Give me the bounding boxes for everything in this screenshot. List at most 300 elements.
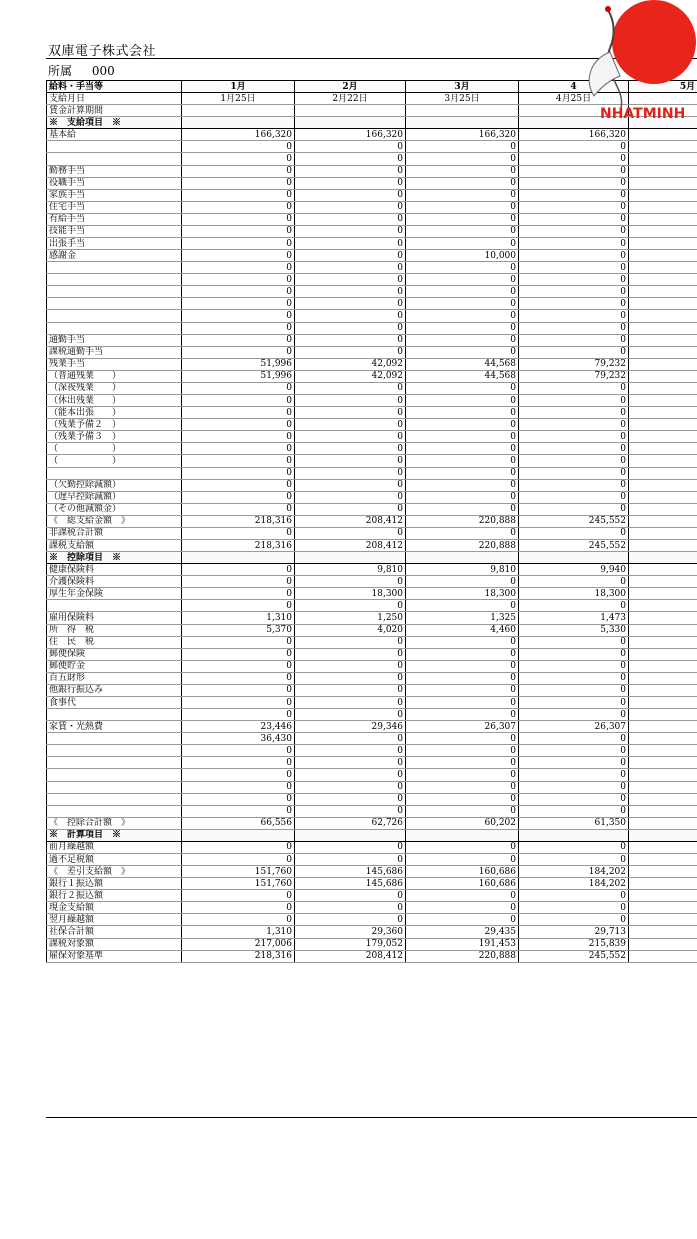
table-row bbox=[47, 672, 697, 684]
table-row bbox=[47, 527, 697, 539]
cell-month-1: 218,316 bbox=[182, 515, 295, 527]
cell-month-4: 1,473 bbox=[519, 612, 629, 624]
cell-month-1: 218,316 bbox=[182, 950, 295, 962]
table-row bbox=[47, 600, 697, 612]
row-label bbox=[47, 153, 182, 165]
cell-month-1: 0 bbox=[182, 491, 295, 503]
row-label: 現金支給額 bbox=[47, 902, 182, 914]
cell-month-4: 0 bbox=[519, 914, 629, 926]
cell-month-1: 0 bbox=[182, 322, 295, 334]
row-label: 基本給 bbox=[47, 129, 182, 141]
cell-month-1: 0 bbox=[182, 395, 295, 407]
cell-month-2: 0 bbox=[295, 672, 406, 684]
cell-month-4: 0 bbox=[519, 201, 629, 213]
cell-month-1: 0 bbox=[182, 201, 295, 213]
cell-month-2: 0 bbox=[295, 213, 406, 225]
cell-month-1: 0 bbox=[182, 684, 295, 696]
cell-month-1: 5,370 bbox=[182, 624, 295, 636]
row-label: 残業手当 bbox=[47, 358, 182, 370]
cell-month-4: 79,232 bbox=[519, 370, 629, 382]
row-label: ※ 計算項目 ※ bbox=[47, 829, 182, 841]
row-label: 過不足税額 bbox=[47, 854, 182, 866]
table-row bbox=[47, 612, 697, 624]
cell-month-1: 0 bbox=[182, 274, 295, 286]
cell-month-2: 0 bbox=[295, 141, 406, 153]
row-label: 勤務手当 bbox=[47, 165, 182, 177]
cell-month-2: 0 bbox=[295, 298, 406, 310]
cell-month-5 bbox=[629, 721, 697, 733]
cell-month-3: 0 bbox=[406, 189, 519, 201]
company-name: 双庫電子株式会社 bbox=[48, 44, 157, 59]
cell-month-2: 0 bbox=[295, 346, 406, 358]
cell-month-3: 0 bbox=[406, 491, 519, 503]
table-row bbox=[47, 286, 697, 298]
table-row bbox=[47, 129, 697, 141]
cell-month-4: 0 bbox=[519, 902, 629, 914]
cell-month-1: 0 bbox=[182, 588, 295, 600]
cell-month-2: 0 bbox=[295, 455, 406, 467]
row-label: 翌月繰越額 bbox=[47, 914, 182, 926]
cell-month-3: 0 bbox=[406, 467, 519, 479]
cell-month-3: 0 bbox=[406, 914, 519, 926]
table-row bbox=[47, 588, 697, 600]
cell-month-3: 0 bbox=[406, 310, 519, 322]
cell-month-3: 166,320 bbox=[406, 129, 519, 141]
cell-month-3: 9,810 bbox=[406, 564, 519, 576]
cell-month-1: 0 bbox=[182, 781, 295, 793]
cell-month-2 bbox=[295, 552, 406, 564]
row-label: 郵便貯金 bbox=[47, 660, 182, 672]
row-label bbox=[47, 310, 182, 322]
row-label: （残業予備２ ） bbox=[47, 419, 182, 431]
crane-head bbox=[605, 6, 611, 12]
cell-month-2: 0 bbox=[295, 745, 406, 757]
cell-month-1: 1,310 bbox=[182, 612, 295, 624]
cell-month-4: 0 bbox=[519, 153, 629, 165]
cell-month-3: 29,435 bbox=[406, 926, 519, 938]
cell-month-3: 3月25日 bbox=[406, 93, 519, 105]
cell-month-1: 51,996 bbox=[182, 358, 295, 370]
cell-month-2: 1,250 bbox=[295, 612, 406, 624]
cell-month-3: 0 bbox=[406, 346, 519, 358]
cell-month-4 bbox=[519, 829, 629, 841]
cell-month-5 bbox=[629, 552, 697, 564]
cell-month-4: 0 bbox=[519, 769, 629, 781]
department-value: 000 bbox=[91, 64, 115, 78]
table-row bbox=[47, 455, 697, 467]
cell-month-3: 160,686 bbox=[406, 866, 519, 878]
row-label: （欠勤控除減額） bbox=[47, 479, 182, 491]
table-row bbox=[47, 334, 697, 346]
cell-month-5 bbox=[629, 588, 697, 600]
cell-month-2: 0 bbox=[295, 684, 406, 696]
table-row bbox=[47, 238, 697, 250]
cell-month-3: 0 bbox=[406, 262, 519, 274]
cell-month-4: 0 bbox=[519, 576, 629, 588]
cell-month-2: 0 bbox=[295, 467, 406, 479]
row-label: （遅早控除減額） bbox=[47, 491, 182, 503]
cell-month-2: 0 bbox=[295, 793, 406, 805]
cell-month-4: 0 bbox=[519, 250, 629, 262]
table-row bbox=[47, 310, 697, 322]
cell-month-5 bbox=[629, 407, 697, 419]
cell-month-3: 60,202 bbox=[406, 817, 519, 829]
cell-month-5 bbox=[629, 769, 697, 781]
cell-month-2: 0 bbox=[295, 407, 406, 419]
cell-month-2 bbox=[295, 117, 406, 129]
cell-month-4: 0 bbox=[519, 890, 629, 902]
cell-month-4: 0 bbox=[519, 334, 629, 346]
cell-month-4: 184,202 bbox=[519, 866, 629, 878]
row-label: 感謝金 bbox=[47, 250, 182, 262]
table-row bbox=[47, 950, 697, 962]
row-label: 《 総支給金額 》 bbox=[47, 515, 182, 527]
table-row bbox=[47, 866, 697, 878]
cell-month-1: 0 bbox=[182, 769, 295, 781]
cell-month-2: 179,052 bbox=[295, 938, 406, 950]
cell-month-4: 0 bbox=[519, 709, 629, 721]
cell-month-5 bbox=[629, 322, 697, 334]
row-label bbox=[47, 274, 182, 286]
table-row bbox=[47, 854, 697, 866]
row-label: 他銀行振込み bbox=[47, 684, 182, 696]
cell-month-5 bbox=[629, 358, 697, 370]
cell-month-1: 51,996 bbox=[182, 370, 295, 382]
cell-month-5 bbox=[629, 310, 697, 322]
cell-month-1: 0 bbox=[182, 153, 295, 165]
cell-month-1: 0 bbox=[182, 298, 295, 310]
cell-month-3 bbox=[406, 829, 519, 841]
row-label bbox=[47, 286, 182, 298]
cell-month-5 bbox=[629, 395, 697, 407]
cell-month-5 bbox=[629, 141, 697, 153]
cell-month-4: 0 bbox=[519, 346, 629, 358]
row-label: （深夜残業 ） bbox=[47, 382, 182, 394]
cell-month-2: 0 bbox=[295, 177, 406, 189]
cell-month-1: 0 bbox=[182, 564, 295, 576]
table-row bbox=[47, 515, 697, 527]
cell-month-5 bbox=[629, 938, 697, 950]
cell-month-1: 0 bbox=[182, 503, 295, 515]
cell-month-2: 0 bbox=[295, 503, 406, 515]
cell-month-1: 1月 bbox=[182, 81, 295, 93]
cell-month-2: 0 bbox=[295, 914, 406, 926]
row-label: 前月繰越額 bbox=[47, 841, 182, 853]
table-row bbox=[47, 757, 697, 769]
cell-month-1: 0 bbox=[182, 854, 295, 866]
cell-month-5 bbox=[629, 419, 697, 431]
department-label: 所属 bbox=[48, 64, 73, 78]
cell-month-1: 0 bbox=[182, 262, 295, 274]
cell-month-1: 0 bbox=[182, 467, 295, 479]
cell-month-4: 0 bbox=[519, 419, 629, 431]
cell-month-5 bbox=[629, 286, 697, 298]
row-label: 雇用保険料 bbox=[47, 612, 182, 624]
table-row bbox=[47, 696, 697, 708]
cell-month-4: 0 bbox=[519, 805, 629, 817]
cell-month-5 bbox=[629, 443, 697, 455]
cell-month-4: 0 bbox=[519, 395, 629, 407]
cell-month-1: 0 bbox=[182, 286, 295, 298]
row-label: 郵便保険 bbox=[47, 648, 182, 660]
row-label: 食事代 bbox=[47, 696, 182, 708]
cell-month-1: 36,430 bbox=[182, 733, 295, 745]
cell-month-3: 44,568 bbox=[406, 370, 519, 382]
cell-month-2: 2月 bbox=[295, 81, 406, 93]
cell-month-3: 0 bbox=[406, 527, 519, 539]
cell-month-3: 0 bbox=[406, 696, 519, 708]
table-row bbox=[47, 624, 697, 636]
cell-month-5 bbox=[629, 660, 697, 672]
cell-month-3: 0 bbox=[406, 648, 519, 660]
cell-month-1: 0 bbox=[182, 443, 295, 455]
cell-month-2: 0 bbox=[295, 757, 406, 769]
cell-month-3: 0 bbox=[406, 443, 519, 455]
cell-month-5: 5月 bbox=[629, 81, 697, 93]
cell-month-4: 0 bbox=[519, 141, 629, 153]
cell-month-5 bbox=[629, 189, 697, 201]
cell-month-3: 0 bbox=[406, 745, 519, 757]
cell-month-2: 0 bbox=[295, 395, 406, 407]
cell-month-2: 9,810 bbox=[295, 564, 406, 576]
cell-month-1: 0 bbox=[182, 141, 295, 153]
cell-month-2: 42,092 bbox=[295, 358, 406, 370]
cell-month-4: 245,552 bbox=[519, 539, 629, 551]
cell-month-4: 0 bbox=[519, 225, 629, 237]
cell-month-3: 191,453 bbox=[406, 938, 519, 950]
cell-month-5 bbox=[629, 153, 697, 165]
table-row bbox=[47, 878, 697, 890]
cell-month-3: 10,000 bbox=[406, 250, 519, 262]
cell-month-2: 0 bbox=[295, 805, 406, 817]
cell-month-4: 0 bbox=[519, 745, 629, 757]
row-label: 支給月日 bbox=[47, 93, 182, 105]
cell-month-1: 1月25日 bbox=[182, 93, 295, 105]
cell-month-5 bbox=[629, 503, 697, 515]
cell-month-5 bbox=[629, 576, 697, 588]
cell-month-5 bbox=[629, 455, 697, 467]
cell-month-4: 26,307 bbox=[519, 721, 629, 733]
cell-month-5 bbox=[629, 539, 697, 551]
cell-month-1: 0 bbox=[182, 213, 295, 225]
cell-month-2: 208,412 bbox=[295, 950, 406, 962]
cell-month-2: 0 bbox=[295, 443, 406, 455]
cell-month-4: 0 bbox=[519, 262, 629, 274]
cell-month-3: 0 bbox=[406, 636, 519, 648]
cell-month-2: 166,320 bbox=[295, 129, 406, 141]
row-label: 賃金計算期間 bbox=[47, 105, 182, 117]
cell-month-5 bbox=[629, 709, 697, 721]
cell-month-4: 166,320 bbox=[519, 129, 629, 141]
cell-month-5 bbox=[629, 370, 697, 382]
cell-month-2: 0 bbox=[295, 781, 406, 793]
cell-month-1: 151,760 bbox=[182, 878, 295, 890]
cell-month-5 bbox=[629, 624, 697, 636]
cell-month-3: 0 bbox=[406, 238, 519, 250]
cell-month-1: 0 bbox=[182, 165, 295, 177]
table-row bbox=[47, 660, 697, 672]
row-label bbox=[47, 262, 182, 274]
cell-month-5 bbox=[629, 817, 697, 829]
cell-month-1: 0 bbox=[182, 310, 295, 322]
cell-month-1: 0 bbox=[182, 407, 295, 419]
table-row bbox=[47, 721, 697, 733]
cell-month-2: 62,726 bbox=[295, 817, 406, 829]
cell-month-5 bbox=[629, 431, 697, 443]
cell-month-3: 0 bbox=[406, 419, 519, 431]
cell-month-5 bbox=[629, 262, 697, 274]
cell-month-1: 0 bbox=[182, 648, 295, 660]
cell-month-5 bbox=[629, 491, 697, 503]
table-row bbox=[47, 165, 697, 177]
cell-month-4: 79,232 bbox=[519, 358, 629, 370]
cell-month-1: 0 bbox=[182, 696, 295, 708]
cell-month-5 bbox=[629, 129, 697, 141]
row-label: （能本出張 ） bbox=[47, 407, 182, 419]
cell-month-3: 0 bbox=[406, 600, 519, 612]
cell-month-2: 145,686 bbox=[295, 866, 406, 878]
cell-month-4: 0 bbox=[519, 757, 629, 769]
row-label: 非課税合計額 bbox=[47, 527, 182, 539]
department-line bbox=[48, 62, 131, 79]
cell-month-1: 0 bbox=[182, 431, 295, 443]
row-label: ※ 支給項目 ※ bbox=[47, 117, 182, 129]
cell-month-4: 0 bbox=[519, 491, 629, 503]
red-sun-circle bbox=[612, 0, 696, 84]
row-label: 出張手当 bbox=[47, 238, 182, 250]
cell-month-4: 0 bbox=[519, 322, 629, 334]
table-row bbox=[47, 684, 697, 696]
cell-month-3: 44,568 bbox=[406, 358, 519, 370]
row-label: （休出残業 ） bbox=[47, 395, 182, 407]
table-row bbox=[47, 926, 697, 938]
cell-month-1: 0 bbox=[182, 914, 295, 926]
cell-month-5 bbox=[629, 793, 697, 805]
cell-month-5 bbox=[629, 672, 697, 684]
cell-month-1: 0 bbox=[182, 793, 295, 805]
cell-month-5 bbox=[629, 201, 697, 213]
row-label bbox=[47, 757, 182, 769]
row-label: 課税支給額 bbox=[47, 539, 182, 551]
cell-month-5 bbox=[629, 805, 697, 817]
row-label: 課税対象額 bbox=[47, 938, 182, 950]
cell-month-2: 0 bbox=[295, 841, 406, 853]
cell-month-3: 0 bbox=[406, 141, 519, 153]
cell-month-4: 29,713 bbox=[519, 926, 629, 938]
cell-month-2: 0 bbox=[295, 431, 406, 443]
cell-month-5 bbox=[629, 950, 697, 962]
cell-month-2: 0 bbox=[295, 696, 406, 708]
cell-month-3: 3月 bbox=[406, 81, 519, 93]
cell-month-2: 0 bbox=[295, 382, 406, 394]
row-label bbox=[47, 793, 182, 805]
row-label bbox=[47, 781, 182, 793]
cell-month-1: 166,320 bbox=[182, 129, 295, 141]
cell-month-3: 0 bbox=[406, 709, 519, 721]
cell-month-3: 0 bbox=[406, 201, 519, 213]
cell-month-2: 0 bbox=[295, 890, 406, 902]
row-label: 銀行１振込額 bbox=[47, 878, 182, 890]
cell-month-3: 0 bbox=[406, 672, 519, 684]
cell-month-3: 4,460 bbox=[406, 624, 519, 636]
cell-month-1: 1,310 bbox=[182, 926, 295, 938]
cell-month-1 bbox=[182, 105, 295, 117]
cell-month-5 bbox=[629, 854, 697, 866]
cell-month-1: 0 bbox=[182, 576, 295, 588]
cell-month-3 bbox=[406, 105, 519, 117]
row-label bbox=[47, 769, 182, 781]
row-label: 厚生年金保険 bbox=[47, 588, 182, 600]
cell-month-2: 0 bbox=[295, 262, 406, 274]
table-row bbox=[47, 419, 697, 431]
row-label: （ ） bbox=[47, 443, 182, 455]
table-row bbox=[47, 431, 697, 443]
cell-month-5 bbox=[629, 165, 697, 177]
cell-month-3: 26,307 bbox=[406, 721, 519, 733]
cell-month-2: 29,360 bbox=[295, 926, 406, 938]
cell-month-2: 0 bbox=[295, 902, 406, 914]
cell-month-5 bbox=[629, 696, 697, 708]
cell-month-3: 0 bbox=[406, 660, 519, 672]
row-label bbox=[47, 298, 182, 310]
cell-month-1: 0 bbox=[182, 709, 295, 721]
cell-month-2: 0 bbox=[295, 286, 406, 298]
cell-month-5 bbox=[629, 902, 697, 914]
row-label: 銀行２振込額 bbox=[47, 890, 182, 902]
cell-month-3 bbox=[406, 117, 519, 129]
cell-month-2: 0 bbox=[295, 250, 406, 262]
cell-month-3: 0 bbox=[406, 503, 519, 515]
table-row bbox=[47, 491, 697, 503]
cell-month-4: 61,350 bbox=[519, 817, 629, 829]
table-row bbox=[47, 793, 697, 805]
table-row bbox=[47, 829, 697, 841]
cell-month-3: 0 bbox=[406, 684, 519, 696]
cell-month-4: 0 bbox=[519, 854, 629, 866]
cell-month-4: 0 bbox=[519, 286, 629, 298]
cell-month-4: 4月25日 bbox=[519, 93, 629, 105]
cell-month-4: 0 bbox=[519, 527, 629, 539]
cell-month-3: 0 bbox=[406, 213, 519, 225]
cell-month-3: 0 bbox=[406, 431, 519, 443]
cell-month-1: 0 bbox=[182, 745, 295, 757]
cell-month-2: 0 bbox=[295, 491, 406, 503]
cell-month-3: 0 bbox=[406, 479, 519, 491]
cell-month-5 bbox=[629, 274, 697, 286]
cell-month-1: 0 bbox=[182, 841, 295, 853]
cell-month-2: 18,300 bbox=[295, 588, 406, 600]
cell-month-5 bbox=[629, 479, 697, 491]
table-row bbox=[47, 225, 697, 237]
cell-month-5 bbox=[629, 334, 697, 346]
cell-month-5 bbox=[629, 250, 697, 262]
cell-month-4: 0 bbox=[519, 213, 629, 225]
cell-month-3: 0 bbox=[406, 407, 519, 419]
cell-month-1: 151,760 bbox=[182, 866, 295, 878]
row-label: ※ 控除項目 ※ bbox=[47, 552, 182, 564]
table-row bbox=[47, 890, 697, 902]
row-label bbox=[47, 322, 182, 334]
row-label: （普通残業 ） bbox=[47, 370, 182, 382]
cell-month-3: 220,888 bbox=[406, 950, 519, 962]
cell-month-3: 220,888 bbox=[406, 539, 519, 551]
cell-month-2: 0 bbox=[295, 479, 406, 491]
cell-month-3: 0 bbox=[406, 733, 519, 745]
cell-month-1 bbox=[182, 829, 295, 841]
cell-month-2: 0 bbox=[295, 322, 406, 334]
row-label: 健康保険料 bbox=[47, 564, 182, 576]
cell-month-2 bbox=[295, 105, 406, 117]
